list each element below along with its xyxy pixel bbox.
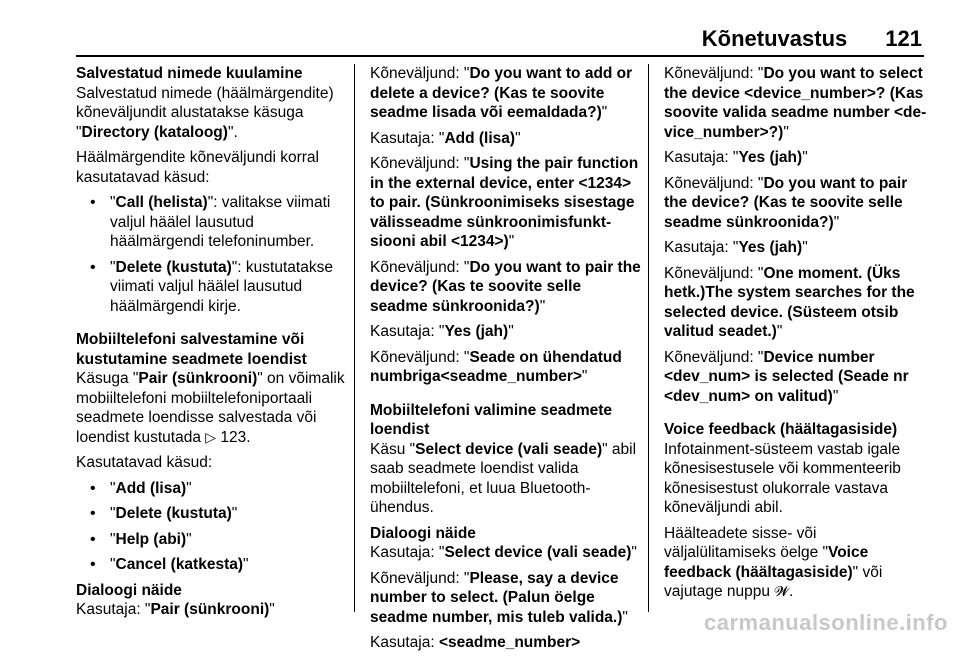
text: " — [110, 258, 116, 276]
command-text: One moment. (Üks hetk.)The system searches for the selected device. (Süsteem otsib valitud seadet.) — [664, 264, 915, 340]
dialog-line — [370, 258, 642, 317]
dialog-line — [664, 64, 932, 142]
command-text: Do you want to add or delete a device? (Kas te soovite seadme lisada või eemaldada?) — [370, 65, 633, 121]
section-heading: Dialoogi näide — [76, 581, 182, 599]
voice-button-icon: 𝓦 — [774, 583, 790, 599]
text: " — [783, 123, 789, 141]
dialog-line — [370, 322, 642, 342]
command-text: Pair (sünkrooni) — [138, 370, 258, 387]
text: ". — [227, 123, 238, 141]
text: " — [508, 233, 515, 250]
text: " — [581, 368, 588, 385]
text: Kõneväljund: " — [664, 65, 764, 82]
list-item: • "Help (abi)" — [76, 530, 348, 550]
section-heading: Mobiiltelefoni salvestamine või kustutamine seadmete loendist — [76, 331, 307, 368]
command-text: Directory (kataloog) — [81, 123, 228, 141]
paragraph — [76, 369, 348, 447]
list-item: • "Cancel (katkesta)" — [76, 555, 348, 575]
command-text: Yes (jah) — [738, 149, 803, 166]
command-text: Using the pair function in the external device, enter <1234> to pair. (Sünkroonimiseks sisestage välisseadme sünkroonimisfunktsiooni abil <1234>) — [370, 155, 639, 250]
text: Kõneväljund: " — [370, 155, 470, 172]
dialog-line — [370, 543, 642, 563]
text: Kõneväljund: " — [370, 65, 470, 82]
page-header — [702, 26, 922, 52]
text: " — [622, 608, 628, 626]
dialog-line — [664, 238, 932, 258]
command-text: Do you want to pair the device? (Kas te soovite selle seadme sünkroonida?) — [370, 258, 641, 315]
command-list — [76, 479, 348, 575]
dialog-line — [664, 264, 932, 342]
command-text: Call (helista) — [115, 194, 208, 211]
text: Kasutaja: " — [664, 239, 739, 256]
arrow-ref-icon: ▷ — [205, 428, 217, 445]
command-text: Do you want to select the device <device_number>? (Kas soovite valida seadme number <device_number>?) — [664, 65, 927, 141]
text: Kasutaja: " — [370, 323, 445, 340]
dialog-line — [370, 129, 642, 149]
dialog-line — [664, 174, 932, 233]
paragraph: Kasutatavad käsud: — [76, 454, 213, 471]
list-item: • "Add (lisa)" — [76, 479, 348, 499]
page-number: 121 — [885, 26, 922, 51]
command-list — [76, 193, 348, 316]
command-text: <seadme_number> — [438, 634, 581, 651]
section-heading: Mobiiltelefoni valimine seadmete loendist — [370, 401, 613, 438]
command-text: Yes (jah) — [738, 239, 803, 256]
watermark: carmanualsonline.info — [704, 610, 948, 635]
command-text: Select device (vali seade) — [444, 544, 632, 561]
text: Kasutaja: " — [370, 544, 445, 561]
text: Kasutaja: " — [664, 149, 739, 166]
text: Kõneväljund: " — [370, 569, 470, 587]
text: Kasutaja: " — [76, 601, 151, 618]
text: Häälteadete sisse- või väljalülitamiseks öelge " — [664, 524, 829, 561]
text: " või vajutage nuppu — [664, 563, 883, 600]
text: " — [508, 323, 514, 340]
list-item: • "Delete (kustuta)" — [76, 504, 348, 524]
command-text: Select device (vali seade) — [415, 440, 603, 458]
text: Kõneväljund: " — [664, 264, 764, 282]
command-text: Device number <dev_num> is selected (Seade nr <dev_num> on valitud) — [664, 348, 909, 405]
text: " — [631, 544, 637, 561]
section-heading: Salvestatud nimede kuulamine — [76, 65, 303, 82]
text: Käsu " — [370, 440, 416, 458]
section-heading: Voice feedback (häältagasiside) — [664, 421, 898, 438]
text: " — [802, 149, 808, 166]
text: Käsuga " — [76, 370, 139, 387]
dialog-line — [370, 633, 642, 653]
page-reference[interactable]: 123. — [220, 428, 251, 446]
command-text: Voice feedback (häältagasiside) — [664, 544, 869, 581]
text: Kõneväljund: " — [664, 174, 764, 192]
column-divider — [354, 64, 355, 612]
text: " — [539, 297, 546, 315]
command-text: Cancel (katkesta) — [115, 556, 244, 573]
command-text: Help (abi) — [115, 530, 187, 548]
text: " — [269, 601, 275, 618]
column-2 — [370, 64, 642, 659]
text: Kõneväljund: " — [370, 258, 470, 276]
column-3 — [664, 64, 932, 608]
list-item — [76, 193, 348, 252]
text: " — [833, 213, 840, 231]
text: " — [110, 194, 116, 211]
dialog-line — [370, 64, 642, 123]
header-rule — [76, 55, 924, 57]
paragraph: Häälmärgendite kõneväljundi korral kasutatavad käsud: — [76, 149, 319, 186]
text: " — [832, 387, 839, 405]
section-heading: Dialoogi näide — [370, 524, 476, 542]
dialog-line — [664, 148, 932, 168]
paragraph — [664, 524, 932, 602]
text: " — [776, 323, 783, 340]
text: " — [515, 129, 521, 147]
text: . — [789, 583, 794, 600]
text: Kõneväljund: " — [664, 348, 764, 366]
paragraph — [76, 84, 348, 143]
command-text: Add (lisa) — [444, 129, 516, 147]
dialog-line — [370, 154, 642, 252]
dialog-line — [664, 348, 932, 407]
command-text: Pair (sünkrooni) — [150, 601, 270, 618]
command-text: Yes (jah) — [444, 323, 509, 340]
command-text: Delete (kustuta) — [115, 258, 232, 276]
column-divider — [648, 64, 649, 612]
paragraph — [370, 440, 642, 518]
text: ": valitakse viimati valjul häälel lausutud häälmärgendi telefoninumber. — [110, 194, 331, 250]
command-text: Delete (kustuta) — [115, 505, 232, 522]
paragraph: Infotainment-süsteem vastab igale kõnesisestusele või kommenteerib kõnesisestust olukorrale vastava kõneväljundi abil. — [664, 440, 901, 516]
dialog-line — [370, 348, 642, 387]
paragraph — [76, 600, 348, 620]
text: " on võimalik mobiiltelefoni mobiiltelefoniportaali seadmete loendisse salvestada või loendist kustutada — [76, 370, 345, 446]
section-title: Kõnetuvastus — [701, 26, 848, 51]
text: Kõneväljund: " — [370, 348, 470, 366]
text: ": kustutatakse viimati valjul häälel lausutud häälmärgendi kirje. — [110, 258, 333, 315]
text: Kasutaja: — [370, 634, 439, 651]
command-text: Seade on ühendatud numbriga<seadme_number> — [370, 348, 622, 385]
command-text: Please, say a device number to select. (Palun öelge seadme number, mis tuleb valida.) — [370, 569, 623, 626]
dialog-line — [370, 569, 642, 628]
text: " abil saab seadmete loendist valida mobiiltelefoni, et luua Bluetooth-ühendus. — [370, 440, 637, 516]
text: Kasutaja: " — [370, 129, 445, 147]
column-1 — [76, 64, 348, 626]
list-item — [76, 258, 348, 317]
text: " — [601, 104, 608, 121]
command-text: Add (lisa) — [115, 479, 187, 497]
text: " — [802, 239, 808, 256]
text: Salvestatud nimede (häälmärgendite) kõneväljundit alustatakse käsuga " — [76, 84, 334, 141]
command-text: Do you want to pair the device? (Kas te soovite selle seadme sünkroonida?) — [664, 174, 908, 231]
